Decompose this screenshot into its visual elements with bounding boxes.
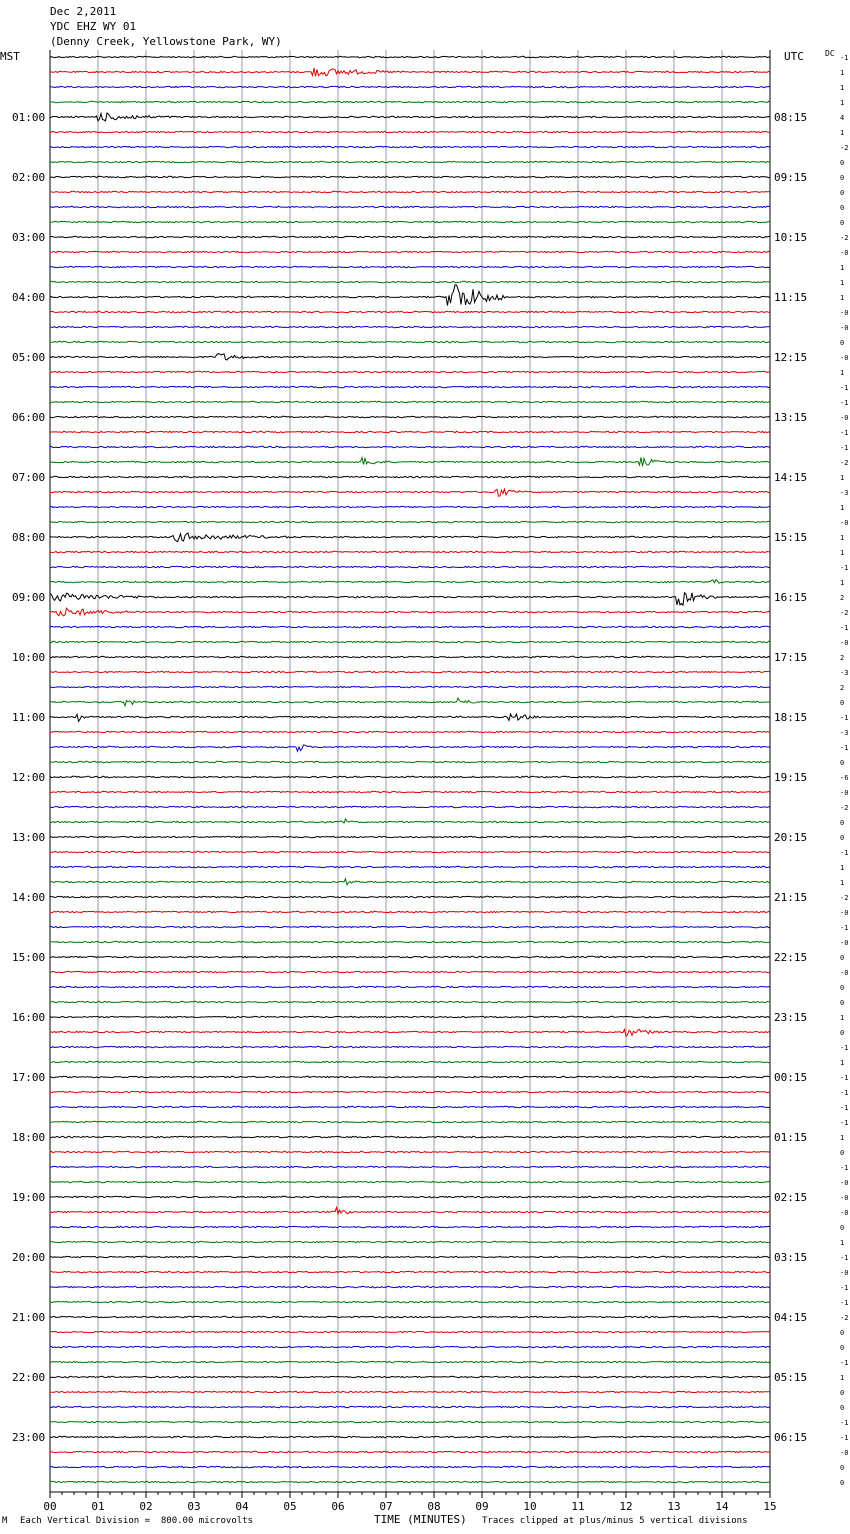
dc-offset-label: -2 — [840, 144, 849, 152]
seismic-trace — [50, 221, 770, 222]
hour-label-mst: 03:00 — [12, 231, 46, 244]
dc-offset-label: -2 — [840, 459, 849, 467]
seismic-trace — [50, 745, 770, 751]
dc-offset-label: -2 — [840, 894, 849, 902]
dc-offset-label: -1 — [840, 444, 849, 452]
hour-label-utc: 19:15 — [774, 771, 808, 784]
x-tick-label: 12 — [619, 1500, 633, 1513]
dc-offset-label: 1 — [840, 1059, 845, 1067]
seismic-trace — [50, 371, 770, 372]
seismic-trace — [50, 896, 770, 897]
seismic-trace — [50, 1451, 770, 1452]
seismic-trace — [50, 941, 770, 942]
dc-offset-label: 2 — [840, 684, 845, 692]
dc-offset-label: 0 — [840, 759, 845, 767]
seismic-trace — [50, 506, 770, 507]
hour-label-utc: 20:15 — [774, 831, 808, 844]
x-tick-label: 11 — [571, 1500, 585, 1513]
dc-offset-label: 0 — [840, 219, 845, 227]
seismic-trace — [50, 266, 770, 267]
hour-label-mst: 17:00 — [12, 1071, 46, 1084]
seismic-trace — [50, 791, 770, 792]
dc-offset-label: -1 — [840, 399, 849, 407]
dc-offset-label: -6 — [840, 774, 849, 782]
hour-label-mst: 02:00 — [12, 171, 46, 184]
x-tick-label: 07 — [379, 1500, 393, 1513]
seismic-trace — [50, 1046, 770, 1047]
seismic-trace — [50, 580, 770, 584]
seismic-trace — [50, 1029, 770, 1036]
hour-label-mst: 07:00 — [12, 471, 46, 484]
seismic-trace — [50, 1391, 770, 1392]
seismic-trace — [50, 714, 770, 721]
dc-offset-label: -0 — [840, 354, 849, 362]
dc-offset-label: -0 — [840, 789, 849, 797]
seismic-trace — [50, 1376, 770, 1377]
seismic-trace — [50, 476, 770, 477]
seismic-trace — [50, 251, 770, 252]
seismic-trace — [50, 191, 770, 192]
dc-offset-label: 0 — [840, 1464, 845, 1472]
seismic-trace — [50, 311, 770, 312]
hour-label-utc: 21:15 — [774, 891, 808, 904]
hour-label-utc: 04:15 — [774, 1311, 808, 1324]
dc-offset-label: 1 — [840, 1134, 845, 1142]
trace-group — [50, 56, 770, 1482]
seismic-trace — [50, 521, 770, 522]
seismic-trace — [50, 1196, 770, 1197]
dc-offset-label: -1 — [840, 564, 849, 572]
dc-offset-label: 1 — [840, 279, 845, 287]
dc-offset-label: 1 — [840, 1239, 845, 1247]
seismic-trace — [50, 1181, 770, 1182]
dc-offset-label: -1 — [840, 429, 849, 437]
x-tick-label: 01 — [91, 1500, 105, 1513]
dc-offset-label: 0 — [840, 1224, 845, 1232]
hour-label-utc: 06:15 — [774, 1431, 808, 1444]
corner-mark: M — [2, 1516, 8, 1526]
hour-label-mst: 15:00 — [12, 951, 46, 964]
seismic-trace — [50, 851, 770, 852]
hour-label-utc: 05:15 — [774, 1371, 808, 1384]
hour-label-utc: 14:15 — [774, 471, 808, 484]
hour-label-mst: 01:00 — [12, 111, 46, 124]
dc-offset-label: 4 — [840, 114, 845, 122]
left-timezone-label: MST — [0, 50, 20, 63]
seismic-trace — [50, 1421, 770, 1422]
dc-offset-label: -1 — [840, 1089, 849, 1097]
hour-label-mst: 18:00 — [12, 1131, 46, 1144]
label-group — [12, 54, 848, 1513]
seismic-trace — [50, 626, 770, 627]
hour-label-utc: 01:15 — [774, 1131, 808, 1144]
dc-offset-label: 1 — [840, 99, 845, 107]
dc-offset-label: 0 — [840, 1149, 845, 1157]
hour-label-mst: 20:00 — [12, 1251, 46, 1264]
dc-offset-label: -1 — [840, 1074, 849, 1082]
dc-offset-label: -1 — [840, 1104, 849, 1112]
dc-offset-label: 0 — [840, 1404, 845, 1412]
seismic-trace — [50, 113, 770, 121]
hour-label-mst: 06:00 — [12, 411, 46, 424]
right-timezone-label: UTC — [784, 50, 804, 63]
seismic-trace — [50, 341, 770, 342]
x-tick-label: 15 — [763, 1500, 777, 1513]
seismic-trace — [50, 1346, 770, 1347]
dc-label: DC — [825, 49, 835, 58]
dc-offset-label: 1 — [840, 264, 845, 272]
dc-offset-label: 1 — [840, 474, 845, 482]
x-tick-label: 13 — [667, 1500, 681, 1513]
seismic-trace — [50, 686, 770, 687]
dc-offset-label: -2 — [840, 1314, 849, 1322]
seismic-trace — [50, 731, 770, 732]
seismic-trace — [50, 836, 770, 837]
dc-offset-label: -1 — [840, 1419, 849, 1427]
dc-offset-label: -1 — [840, 384, 849, 392]
dc-offset-label: 1 — [840, 84, 845, 92]
seismic-trace — [50, 956, 770, 957]
dc-offset-label: 0 — [840, 984, 845, 992]
header-location: (Denny Creek, Yellowstone Park, WY) — [50, 35, 282, 48]
header-date: Dec 2,2011 — [50, 5, 117, 18]
seismic-trace — [50, 1076, 770, 1077]
seismic-trace — [50, 457, 770, 466]
seismic-trace — [50, 431, 770, 432]
hour-label-utc: 03:15 — [774, 1251, 808, 1264]
dc-offset-label: 1 — [840, 1374, 845, 1382]
hour-label-utc: 08:15 — [774, 111, 808, 124]
x-tick-label: 14 — [715, 1500, 729, 1513]
seismic-trace — [50, 551, 770, 552]
dc-offset-label: 2 — [840, 594, 845, 602]
seismic-trace — [50, 206, 770, 207]
dc-offset-label: -1 — [840, 1044, 849, 1052]
dc-offset-label: -2 — [840, 804, 849, 812]
seismic-trace — [50, 1121, 770, 1122]
x-tick-label: 00 — [43, 1500, 57, 1513]
seismic-trace — [50, 806, 770, 807]
dc-offset-label: -0 — [840, 1194, 849, 1202]
dc-offset-label: -0 — [840, 1179, 849, 1187]
seismic-trace — [50, 68, 770, 76]
seismic-trace — [50, 1106, 770, 1107]
dc-offset-label: 1 — [840, 534, 845, 542]
seismic-trace — [50, 236, 770, 237]
seismic-trace — [50, 1166, 770, 1167]
seismic-trace — [50, 879, 770, 885]
dc-offset-label: -0 — [840, 414, 849, 422]
seismic-trace — [50, 866, 770, 867]
seismic-trace — [50, 698, 770, 706]
seismic-trace — [50, 1001, 770, 1002]
hour-label-utc: 00:15 — [774, 1071, 808, 1084]
hour-label-utc: 13:15 — [774, 411, 808, 424]
dc-offset-label: 1 — [840, 1014, 845, 1022]
seismic-trace — [50, 1271, 770, 1272]
hour-label-mst: 13:00 — [12, 831, 46, 844]
seismic-trace — [50, 1436, 770, 1437]
hour-label-utc: 10:15 — [774, 231, 808, 244]
dc-offset-label: -0 — [840, 1449, 849, 1457]
hour-label-utc: 02:15 — [774, 1191, 808, 1204]
dc-offset-label: -1 — [840, 1359, 849, 1367]
seismic-trace — [50, 656, 770, 657]
dc-offset-label: 0 — [840, 999, 845, 1007]
x-tick-label: 03 — [187, 1500, 201, 1513]
seismic-trace — [50, 641, 770, 642]
hour-label-utc: 16:15 — [774, 591, 808, 604]
seismic-trace — [50, 776, 770, 777]
dc-offset-label: -0 — [840, 639, 849, 647]
seismic-trace — [50, 285, 770, 306]
seismic-trace — [50, 761, 770, 762]
seismic-trace — [50, 566, 770, 567]
seismic-trace — [50, 176, 770, 177]
hour-label-mst: 10:00 — [12, 651, 46, 664]
dc-offset-label: -0 — [840, 969, 849, 977]
seismic-trace — [50, 1481, 770, 1482]
dc-offset-label: -2 — [840, 609, 849, 617]
seismic-trace — [50, 1061, 770, 1062]
dc-offset-label: -0 — [840, 939, 849, 947]
x-tick-label: 08 — [427, 1500, 441, 1513]
dc-offset-label: -1 — [840, 1284, 849, 1292]
hour-label-mst: 05:00 — [12, 351, 46, 364]
dc-offset-label: 0 — [840, 174, 845, 182]
clip-note: Traces clipped at plus/minus 5 vertical divisions — [482, 1516, 748, 1526]
seismic-trace — [50, 416, 770, 417]
seismic-trace — [50, 146, 770, 147]
scale-note: Each Vertical Division = 800.00 microvolts — [20, 1516, 253, 1526]
dc-offset-label: -3 — [840, 729, 849, 737]
x-axis-title: TIME (MINUTES) — [374, 1513, 467, 1526]
seismic-trace — [50, 1301, 770, 1302]
seismic-trace — [50, 1361, 770, 1362]
seismic-trace — [50, 1151, 770, 1152]
dc-offset-label: -0 — [840, 1269, 849, 1277]
seismic-trace — [50, 593, 770, 605]
hour-label-utc: 17:15 — [774, 651, 808, 664]
dc-offset-label: 1 — [840, 549, 845, 557]
hour-label-utc: 09:15 — [774, 171, 808, 184]
dc-offset-label: -0 — [840, 249, 849, 257]
seismic-trace — [50, 1241, 770, 1242]
seismic-trace — [50, 671, 770, 672]
dc-offset-label: -1 — [840, 624, 849, 632]
seismic-trace — [50, 533, 770, 542]
hour-label-mst: 21:00 — [12, 1311, 46, 1324]
seismic-trace — [50, 1286, 770, 1287]
seismic-trace — [50, 819, 770, 823]
seismic-trace — [50, 446, 770, 447]
seismic-trace — [50, 971, 770, 972]
dc-offset-label: 0 — [840, 954, 845, 962]
dc-offset-label: 1 — [840, 129, 845, 137]
seismic-trace — [50, 56, 770, 57]
seismic-trace — [50, 1226, 770, 1227]
dc-offset-label: 1 — [840, 369, 845, 377]
dc-offset-label: -1 — [840, 744, 849, 752]
hour-label-mst: 23:00 — [12, 1431, 46, 1444]
dc-offset-label: -0 — [840, 1209, 849, 1217]
seismic-trace — [50, 161, 770, 162]
dc-offset-label: -0 — [840, 309, 849, 317]
hour-label-utc: 23:15 — [774, 1011, 808, 1024]
seismic-trace — [50, 131, 770, 132]
seismic-trace — [50, 926, 770, 927]
dc-offset-label: -2 — [840, 234, 849, 242]
seismic-trace — [50, 1316, 770, 1317]
dc-offset-label: 0 — [840, 1029, 845, 1037]
hour-label-mst: 11:00 — [12, 711, 46, 724]
dc-offset-label: -1 — [840, 1254, 849, 1262]
dc-offset-label: 1 — [840, 294, 845, 302]
hour-label-mst: 19:00 — [12, 1191, 46, 1204]
dc-offset-label: -3 — [840, 669, 849, 677]
dc-offset-label: -1 — [840, 54, 849, 62]
hour-label-mst: 04:00 — [12, 291, 46, 304]
dc-offset-label: 1 — [840, 579, 845, 587]
dc-offset-label: 0 — [840, 189, 845, 197]
seismic-trace — [50, 1136, 770, 1137]
seismic-trace — [50, 1207, 770, 1214]
dc-offset-label: -1 — [840, 1299, 849, 1307]
dc-offset-label: 0 — [840, 1329, 845, 1337]
hour-label-mst: 22:00 — [12, 1371, 46, 1384]
dc-offset-label: 0 — [840, 1479, 845, 1487]
x-tick-label: 02 — [139, 1500, 153, 1513]
seismic-trace — [50, 1256, 770, 1257]
dc-offset-label: 0 — [840, 819, 845, 827]
x-tick-label: 10 — [523, 1500, 537, 1513]
seismic-trace — [50, 281, 770, 282]
dc-offset-label: 0 — [840, 204, 845, 212]
seismic-trace — [50, 1091, 770, 1092]
header-station: YDC EHZ WY 01 — [50, 20, 137, 33]
dc-offset-label: 1 — [840, 69, 845, 77]
seismic-trace — [50, 1466, 770, 1467]
hour-label-mst: 16:00 — [12, 1011, 46, 1024]
hour-label-mst: 14:00 — [12, 891, 46, 904]
x-tick-label: 06 — [331, 1500, 345, 1513]
dc-offset-label: -1 — [840, 849, 849, 857]
seismic-trace — [50, 489, 770, 496]
seismic-trace — [50, 986, 770, 987]
dc-offset-label: 0 — [840, 339, 845, 347]
seismic-trace — [50, 86, 770, 87]
x-tick-label: 05 — [283, 1500, 297, 1513]
dc-offset-label: 0 — [840, 834, 845, 842]
dc-offset-label: -0 — [840, 519, 849, 527]
seismic-trace — [50, 911, 770, 912]
seismic-trace — [50, 386, 770, 387]
seismic-trace — [50, 1331, 770, 1332]
seismic-trace — [50, 1016, 770, 1017]
dc-offset-label: 0 — [840, 1389, 845, 1397]
dc-offset-label: -0 — [840, 324, 849, 332]
seismic-trace — [50, 354, 770, 360]
dc-offset-label: 0 — [840, 159, 845, 167]
hour-label-utc: 22:15 — [774, 951, 808, 964]
dc-offset-label: -1 — [840, 1434, 849, 1442]
dc-offset-label: 1 — [840, 864, 845, 872]
seismic-trace — [50, 101, 770, 102]
dc-offset-label: 0 — [840, 699, 845, 707]
hour-label-mst: 08:00 — [12, 531, 46, 544]
seismic-trace — [50, 401, 770, 402]
seismic-trace — [50, 326, 770, 327]
hour-label-utc: 18:15 — [774, 711, 808, 724]
dc-offset-label: -1 — [840, 1164, 849, 1172]
hour-label-utc: 12:15 — [774, 351, 808, 364]
seismic-trace — [50, 608, 770, 616]
dc-offset-label: -3 — [840, 489, 849, 497]
dc-offset-label: 0 — [840, 1344, 845, 1352]
seismic-trace — [50, 1406, 770, 1407]
x-tick-label: 04 — [235, 1500, 249, 1513]
dc-offset-label: -1 — [840, 714, 849, 722]
dc-offset-label: -0 — [840, 909, 849, 917]
dc-offset-label: 1 — [840, 879, 845, 887]
dc-offset-label: -1 — [840, 1119, 849, 1127]
dc-offset-label: 1 — [840, 504, 845, 512]
hour-label-utc: 11:15 — [774, 291, 808, 304]
hour-label-mst: 12:00 — [12, 771, 46, 784]
dc-offset-label: -1 — [840, 924, 849, 932]
hour-label-mst: 09:00 — [12, 591, 46, 604]
x-tick-label: 09 — [475, 1500, 489, 1513]
dc-offset-label: 2 — [840, 654, 845, 662]
hour-label-utc: 15:15 — [774, 531, 808, 544]
